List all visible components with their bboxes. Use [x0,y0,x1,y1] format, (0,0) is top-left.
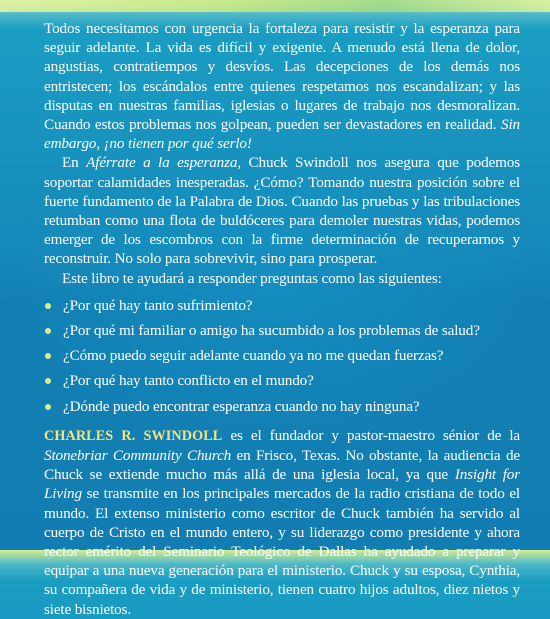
question-text: ¿Por qué hay tanto conflicto en el mundo? [63,372,314,390]
list-item [44,397,520,416]
back-cover-text [44,19,520,619]
author-bio-text-3: se transmite en los principales mercados de la radio cristiana de todo el mundo. El extenso ministerio como escritor de Chuck también ha servido al cuerpo de Cristo en el mundo entero, y su liderazgo como presidente y ahora rector emérito del Seminario Teológico de Dallas ha ayudado a preparar y equipar a una nueva generación para el ministerio. Chuck y su esposa, Cynthia, su compañera de vida y de ministerio, tienen cuatro hijos adultos, diez nietos y siete bisnietos. [44,485,520,618]
list-item [44,296,520,315]
question-text: ¿Por qué hay tanto sufrimiento? [63,296,253,314]
author-bio-text-2: en Frisco, Texas. No obstante, la audiencia de Chuck se extiende mucho más allá de una iglesia local, ya que [44,447,520,484]
question-text: ¿Cómo puedo seguir adelante cuando ya no me quedan fuerzas? [63,347,444,365]
list-item [44,346,520,365]
questions-intro: Este libro te ayudará a responder preguntas como las siguientes: [62,269,442,287]
intro-paragraph [44,19,520,153]
list-item [44,321,520,340]
book-paragraph [44,153,520,268]
program-name: Insight for Living [44,466,521,503]
bullet-icon [45,353,51,359]
author-name: CHARLES R. SWINDOLL [44,427,223,444]
church-name: Stonebriar Community Church [44,447,232,465]
book-text: , Chuck Swindoll nos asegura que podemos soportar calamidades inesperadas. ¿Cómo? Tomando nuestra posición sobre el fuerte fundamento de la Palabra de Dios. Cuando las pruebas y las tribulaciones retumban como una flota de buldóceres para demoler nuestras vidas, podemos emerger de los escombros con la firme determinación de recuperarnos y reconstruir. No solo para sobrevivir, sino para prosperar. [44,154,520,268]
bullet-icon [45,404,51,410]
bullet-icon [45,378,51,384]
bullet-icon [45,303,51,309]
question-text: ¿Por qué mi familiar o amigo ha sucumbido a los problemas de salud? [63,322,480,340]
questions-list [44,296,520,416]
intro-emphasis: Sin embargo, ¡no tienen por qué serlo! [44,116,520,153]
book-title: Aférrate a la esperanza [86,154,238,172]
intro-text: Todos necesitamos con urgencia la fortaleza para resistir y la esperanza para seguir adelante. La vida es difícil y exigente. A menudo está llena de dolor, angustias, contratiempos y desvíos. Las decepciones de los demás nos entristecen; los escándalos entre quienes respetamos nos escandalizan; y las disputas en nuestras familias, iglesias o lugares de trabajo nos desmoralizan. Cuando estos problemas nos golpean, pueden ser devastadores en realidad. [44,20,520,134]
question-text: ¿Dónde puedo encontrar esperanza cuando no hay ninguna? [63,397,420,415]
book-prefix: En [62,154,79,172]
author-bio-text-1: es el fundador y pastor-maestro sénior de la [222,426,520,444]
top-decorative-band [0,0,550,12]
author-bio [44,426,520,619]
bullet-icon [45,328,51,334]
list-item [44,371,520,390]
